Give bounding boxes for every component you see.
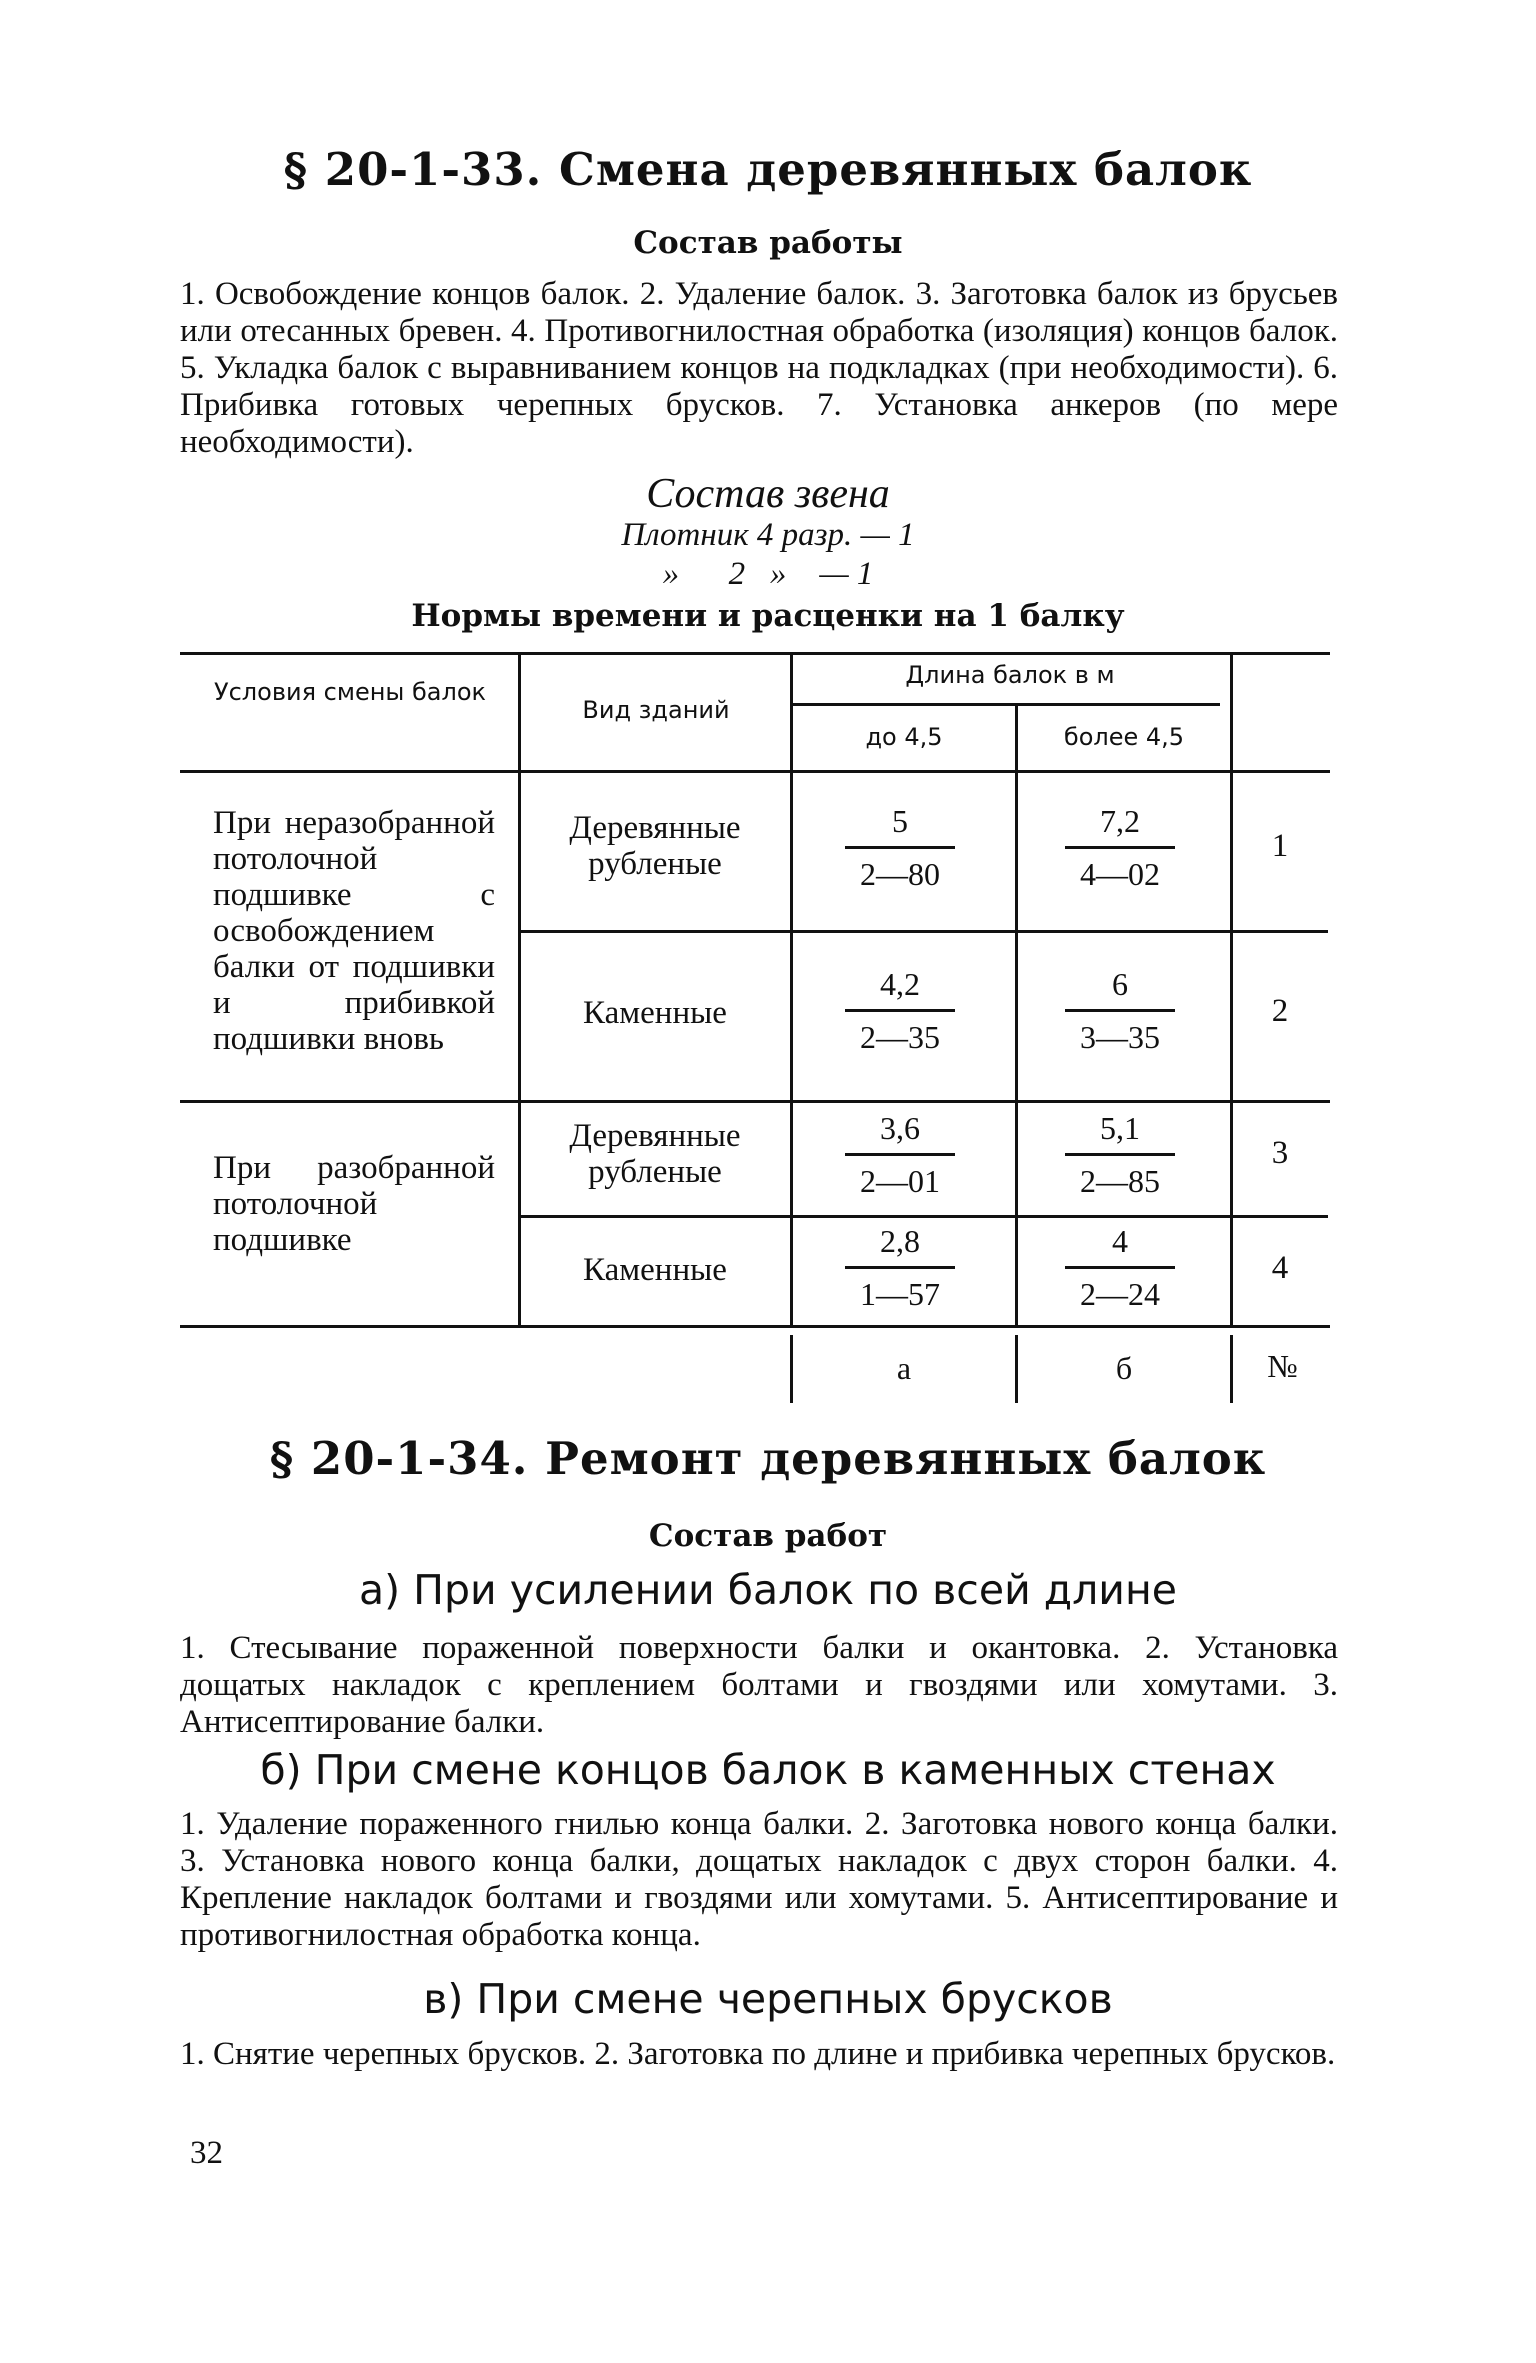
section-title-20-1-33: § 20-1-33. Смена деревянных балок — [283, 143, 1253, 196]
row2-b-rate: 3—35 — [1080, 1019, 1160, 1055]
fraction-bar — [1065, 846, 1175, 849]
row4-a-rate: 1—57 — [860, 1276, 940, 1312]
row1-col-a — [840, 800, 960, 895]
header-upto-4-5: до 4,5 — [865, 723, 943, 751]
row3-a-norm: 3,6 — [880, 1110, 920, 1146]
row1-col-b — [1060, 800, 1180, 895]
table-top-rule — [180, 652, 1330, 655]
subheading-a: а) При усилении балок по всей длине — [359, 1566, 1177, 1614]
crew-heading: Состав звена — [646, 471, 890, 517]
footer-divider-num — [1230, 1335, 1233, 1403]
subheading-c: в) При смене черепных брусков — [423, 1975, 1113, 2023]
fraction-bar — [845, 1266, 955, 1269]
row3-b-rate: 2—85 — [1080, 1163, 1160, 1199]
header-bottom-rule — [180, 770, 1330, 773]
header-over-4-5: более 4,5 — [1063, 723, 1185, 751]
header-building-type: Вид зданий — [582, 696, 730, 724]
group2-condition: При разобранной потолочной подшивке — [213, 1150, 495, 1258]
fraction-bar — [845, 846, 955, 849]
row4-col-b — [1060, 1220, 1180, 1315]
work-composition-heading: Состав работы — [633, 225, 903, 261]
text-b: 1. Удаление пораженного гнилью конца балки. 2. Заготовка нового конца балки. 3. Установка нового конца балки, дощатых накладок с двух сторон балки. 4. Крепление накладок болтами и гвоздями или хомутами. 5. Антисептирование и противогнилостная обработка конца. — [180, 1806, 1338, 1953]
row2-col-b — [1060, 963, 1180, 1058]
header-beam-length: Длина балок в м — [905, 661, 1115, 689]
text-c: 1. Снятие черепных брусков. 2. Заготовка по длине и прибивка черепных брусков. — [180, 2036, 1336, 2072]
group-divider — [180, 1100, 1330, 1103]
fraction-bar — [1065, 1153, 1175, 1156]
fraction-bar — [1065, 1266, 1175, 1269]
row2-building: Каменные — [583, 995, 727, 1031]
column-label-b: б — [1115, 1350, 1133, 1386]
crew-line-1: Плотник 4 разр. — 1 — [621, 517, 915, 553]
row2-b-norm: 6 — [1112, 966, 1128, 1002]
row2-number: 2 — [1271, 993, 1289, 1029]
row4-a-norm: 2,8 — [880, 1223, 920, 1259]
row1-a-rate: 2—80 — [860, 856, 940, 892]
works-heading: Состав работ — [648, 1518, 888, 1554]
row-divider-1 — [518, 930, 1328, 933]
row3-number: 3 — [1271, 1135, 1289, 1171]
row1-building: Деревянные рубленые — [569, 810, 741, 882]
row4-b-norm: 4 — [1112, 1223, 1128, 1259]
fraction-bar — [1065, 1009, 1175, 1012]
column-label-number: № — [1267, 1348, 1298, 1384]
norms-heading: Нормы времени и расценки на 1 балку — [411, 598, 1125, 634]
footer-divider-b — [1015, 1335, 1018, 1403]
row1-a-norm: 5 — [892, 803, 908, 839]
text-a: 1. Стесывание пораженной поверхности балки и окантовка. 2. Установка дощатых накладок с креплением болтами и гвоздями или хомутами. 3. Антисептирование балки. — [180, 1630, 1338, 1740]
group1-condition: При неразобранной потолочной подшивке с освобождением балки от подшивки и прибивкой подшивки вновь — [213, 805, 495, 1057]
header-conditions: Условия смены балок — [213, 678, 486, 706]
column-label-a: а — [896, 1350, 912, 1386]
row1-b-norm: 7,2 — [1100, 803, 1140, 839]
row3-col-b — [1060, 1107, 1180, 1202]
fraction-bar — [845, 1153, 955, 1156]
row4-col-a — [840, 1220, 960, 1315]
fraction-bar — [845, 1009, 955, 1012]
row4-number: 4 — [1271, 1250, 1289, 1286]
row3-building: Деревянные рубленые — [569, 1118, 741, 1190]
row3-a-rate: 2—01 — [860, 1163, 940, 1199]
row4-b-rate: 2—24 — [1080, 1276, 1160, 1312]
work-composition-text: 1. Освобождение концов балок. 2. Удаление балок. 3. Заготовка балок из брусьев или отесанных бревен. 4. Противогнилостная обработка (изоляция) концов балок. 5. Укладка балок с выравниванием концов на подкладках (при необходимости). 6. Прибивка готовых черепных брусков. 7. Установка анкеров (по мере необходимости). — [180, 276, 1338, 460]
row1-number: 1 — [1271, 828, 1289, 864]
crew-line-2: » 2 » — 1 — [662, 556, 874, 592]
row3-b-norm: 5,1 — [1100, 1110, 1140, 1146]
footer-divider-a — [790, 1335, 793, 1403]
row1-b-rate: 4—02 — [1080, 856, 1160, 892]
row2-col-a — [840, 963, 960, 1058]
row3-col-a — [840, 1107, 960, 1202]
column-divider-length — [1015, 706, 1018, 1325]
subheading-b: б) При смене концов балок в каменных стенах — [260, 1746, 1276, 1794]
row-divider-3 — [518, 1215, 1328, 1218]
row4-building: Каменные — [583, 1252, 727, 1288]
column-divider-conditions — [518, 655, 521, 1325]
table-bottom-rule — [180, 1325, 1330, 1328]
column-divider-number — [1230, 655, 1233, 1325]
row2-a-norm: 4,2 — [880, 966, 920, 1002]
page-number: 32 — [190, 2135, 223, 2171]
column-divider-building — [790, 655, 793, 1325]
section-title-20-1-34: § 20-1-34. Ремонт деревянных балок — [269, 1432, 1267, 1485]
row2-a-rate: 2—35 — [860, 1019, 940, 1055]
length-subheader-rule — [792, 703, 1220, 706]
